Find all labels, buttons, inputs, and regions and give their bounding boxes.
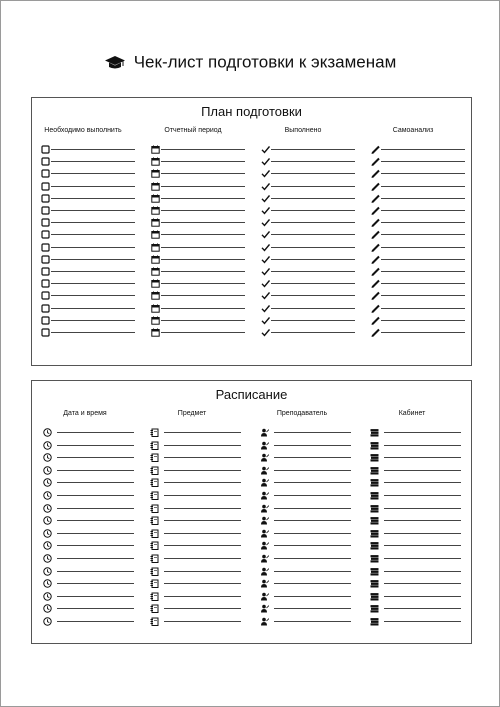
- clock-icon: [43, 588, 52, 597]
- checkbox-icon: [41, 251, 50, 260]
- plan-entry-line[interactable]: [51, 234, 135, 235]
- teacher-icon: [260, 437, 269, 446]
- books-icon: [370, 600, 379, 609]
- schedule-panel: [31, 380, 472, 644]
- plan-entry-line[interactable]: [271, 210, 355, 211]
- pencil-icon: [371, 275, 380, 284]
- pencil-icon: [371, 251, 380, 260]
- teacher-icon: [260, 462, 269, 471]
- schedule-column-header: Кабинет: [398, 410, 426, 417]
- clock-icon: [43, 487, 52, 496]
- schedule-entry-line[interactable]: [274, 482, 351, 483]
- plan-title: План подготовки: [201, 104, 302, 119]
- books-icon: [370, 537, 379, 546]
- schedule-entry-line[interactable]: [164, 583, 241, 584]
- schedule-entry-line[interactable]: [384, 470, 461, 471]
- schedule-entry-line[interactable]: [164, 432, 241, 433]
- teacher-icon: [260, 424, 269, 433]
- schedule-entry-line[interactable]: [57, 508, 134, 509]
- schedule-title: Расписание: [215, 387, 288, 402]
- books-icon: [370, 500, 379, 509]
- calendar-icon: [151, 263, 160, 272]
- schedule-entry-line[interactable]: [384, 583, 461, 584]
- pencil-icon: [371, 165, 380, 174]
- plan-entry-line[interactable]: [271, 149, 355, 150]
- plan-column-header: Необходимо выполнить: [44, 127, 122, 134]
- schedule-entry-line[interactable]: [274, 470, 351, 471]
- schedule-entry-line[interactable]: [57, 621, 134, 622]
- notebook-icon: [150, 512, 159, 521]
- clock-icon: [43, 462, 52, 471]
- schedule-entry-line[interactable]: [57, 495, 134, 496]
- plan-entry-line[interactable]: [51, 295, 135, 296]
- schedule-entry-line[interactable]: [164, 508, 241, 509]
- plan-entry-line[interactable]: [51, 222, 135, 223]
- plan-entry-line[interactable]: [271, 308, 355, 309]
- books-icon: [370, 437, 379, 446]
- checkmark-icon: [261, 312, 270, 321]
- notebook-icon: [150, 575, 159, 584]
- checkbox-icon: [41, 239, 50, 248]
- plan-column-header: Самоанализ: [392, 127, 434, 134]
- notebook-icon: [150, 462, 159, 471]
- notebook-icon: [150, 550, 159, 559]
- checkbox-icon: [41, 263, 50, 272]
- schedule-entry-line[interactable]: [164, 495, 241, 496]
- teacher-icon: [260, 449, 269, 458]
- notebook-icon: [150, 474, 159, 483]
- schedule-entry-line[interactable]: [164, 596, 241, 597]
- schedule-entry-line[interactable]: [164, 457, 241, 458]
- plan-entry-line[interactable]: [51, 259, 135, 260]
- plan-entry-line[interactable]: [271, 259, 355, 260]
- checkmark-icon: [261, 226, 270, 235]
- checkmark-icon: [261, 202, 270, 211]
- checkmark-icon: [261, 275, 270, 284]
- books-icon: [370, 512, 379, 521]
- checkbox-icon: [41, 165, 50, 174]
- plan-entry-line[interactable]: [51, 320, 135, 321]
- books-icon: [370, 424, 379, 433]
- schedule-entry-line[interactable]: [274, 545, 351, 546]
- plan-entry-line[interactable]: [271, 186, 355, 187]
- notebook-icon: [150, 613, 159, 622]
- plan-entry-line[interactable]: [161, 271, 245, 272]
- plan-entry-line[interactable]: [381, 173, 465, 174]
- plan-entry-line[interactable]: [161, 210, 245, 211]
- plan-entry-line[interactable]: [51, 332, 135, 333]
- checkmark-icon: [261, 287, 270, 296]
- pencil-icon: [371, 263, 380, 272]
- plan-entry-line[interactable]: [381, 283, 465, 284]
- schedule-entry-line[interactable]: [384, 533, 461, 534]
- pencil-icon: [371, 324, 380, 333]
- clock-icon: [43, 512, 52, 521]
- schedule-entry-line[interactable]: [164, 520, 241, 521]
- schedule-entry-line[interactable]: [164, 545, 241, 546]
- checkbox-icon: [41, 214, 50, 223]
- plan-panel: [31, 97, 472, 366]
- plan-entry-line[interactable]: [51, 271, 135, 272]
- plan-entry-line[interactable]: [51, 186, 135, 187]
- notebook-icon: [150, 588, 159, 597]
- plan-entry-line[interactable]: [51, 247, 135, 248]
- teacher-icon: [260, 613, 269, 622]
- books-icon: [370, 563, 379, 572]
- calendar-icon: [151, 324, 160, 333]
- checkmark-icon: [261, 141, 270, 150]
- teacher-icon: [260, 588, 269, 597]
- pencil-icon: [371, 300, 380, 309]
- checkmark-icon: [261, 190, 270, 199]
- plan-entry-line[interactable]: [161, 259, 245, 260]
- calendar-icon: [151, 202, 160, 211]
- schedule-entry-line[interactable]: [274, 596, 351, 597]
- plan-entry-line[interactable]: [381, 198, 465, 199]
- checkbox-icon: [41, 178, 50, 187]
- plan-entry-line[interactable]: [161, 308, 245, 309]
- books-icon: [370, 575, 379, 584]
- calendar-icon: [151, 165, 160, 174]
- calendar-icon: [151, 226, 160, 235]
- checkbox-icon: [41, 153, 50, 162]
- schedule-entry-line[interactable]: [164, 558, 241, 559]
- clock-icon: [43, 563, 52, 572]
- plan-column-header: Выполнено: [284, 127, 322, 134]
- pencil-icon: [371, 190, 380, 199]
- checkbox-icon: [41, 287, 50, 296]
- clock-icon: [43, 500, 52, 509]
- notebook-icon: [150, 537, 159, 546]
- graduation-cap-icon: [104, 55, 126, 71]
- books-icon: [370, 487, 379, 496]
- schedule-entry-line[interactable]: [164, 533, 241, 534]
- plan-entry-line[interactable]: [51, 210, 135, 211]
- schedule-entry-line[interactable]: [274, 608, 351, 609]
- plan-entry-line[interactable]: [161, 332, 245, 333]
- teacher-icon: [260, 474, 269, 483]
- clock-icon: [43, 474, 52, 483]
- checkmark-icon: [261, 214, 270, 223]
- schedule-entry-line[interactable]: [384, 558, 461, 559]
- clock-icon: [43, 449, 52, 458]
- notebook-icon: [150, 525, 159, 534]
- books-icon: [370, 462, 379, 471]
- calendar-icon: [151, 251, 160, 260]
- schedule-entry-line[interactable]: [274, 571, 351, 572]
- plan-entry-line[interactable]: [271, 247, 355, 248]
- teacher-icon: [260, 537, 269, 546]
- plan-entry-line[interactable]: [51, 149, 135, 150]
- plan-entry-line[interactable]: [381, 271, 465, 272]
- plan-entry-line[interactable]: [271, 173, 355, 174]
- schedule-entry-line[interactable]: [57, 520, 134, 521]
- plan-entry-line[interactable]: [161, 173, 245, 174]
- pencil-icon: [371, 287, 380, 296]
- clock-icon: [43, 424, 52, 433]
- schedule-entry-line[interactable]: [274, 445, 351, 446]
- schedule-entry-line[interactable]: [384, 457, 461, 458]
- checkbox-icon: [41, 275, 50, 284]
- notebook-icon: [150, 500, 159, 509]
- schedule-entry-line[interactable]: [57, 432, 134, 433]
- plan-entry-line[interactable]: [271, 271, 355, 272]
- schedule-entry-line[interactable]: [384, 545, 461, 546]
- checkmark-icon: [261, 251, 270, 260]
- plan-entry-line[interactable]: [161, 149, 245, 150]
- calendar-icon: [151, 190, 160, 199]
- plan-entry-line[interactable]: [381, 222, 465, 223]
- plan-entry-line[interactable]: [381, 295, 465, 296]
- notebook-icon: [150, 563, 159, 572]
- checkmark-icon: [261, 263, 270, 272]
- notebook-icon: [150, 424, 159, 433]
- schedule-entry-line[interactable]: [384, 432, 461, 433]
- schedule-entry-line[interactable]: [57, 457, 134, 458]
- pencil-icon: [371, 153, 380, 162]
- schedule-entry-line[interactable]: [384, 508, 461, 509]
- schedule-entry-line[interactable]: [57, 482, 134, 483]
- schedule-entry-line[interactable]: [384, 520, 461, 521]
- plan-entry-line[interactable]: [381, 320, 465, 321]
- checkbox-icon: [41, 300, 50, 309]
- schedule-entry-line[interactable]: [57, 583, 134, 584]
- schedule-entry-line[interactable]: [384, 621, 461, 622]
- plan-entry-line[interactable]: [271, 161, 355, 162]
- plan-entry-line[interactable]: [51, 198, 135, 199]
- teacher-icon: [260, 512, 269, 521]
- schedule-entry-line[interactable]: [274, 495, 351, 496]
- calendar-icon: [151, 287, 160, 296]
- calendar-icon: [151, 300, 160, 309]
- schedule-entry-line[interactable]: [274, 457, 351, 458]
- plan-entry-line[interactable]: [381, 210, 465, 211]
- schedule-column-header: Дата и время: [63, 410, 107, 417]
- clock-icon: [43, 437, 52, 446]
- calendar-icon: [151, 178, 160, 187]
- schedule-entry-line[interactable]: [57, 470, 134, 471]
- books-icon: [370, 525, 379, 534]
- plan-entry-line[interactable]: [161, 320, 245, 321]
- schedule-entry-line[interactable]: [384, 445, 461, 446]
- checkbox-icon: [41, 141, 50, 150]
- page-title-row: [0, 52, 500, 73]
- schedule-entry-line[interactable]: [164, 571, 241, 572]
- plan-entry-line[interactable]: [51, 161, 135, 162]
- calendar-icon: [151, 153, 160, 162]
- teacher-icon: [260, 550, 269, 559]
- teacher-icon: [260, 575, 269, 584]
- plan-entry-line[interactable]: [381, 186, 465, 187]
- plan-entry-line[interactable]: [51, 308, 135, 309]
- notebook-icon: [150, 487, 159, 496]
- checkmark-icon: [261, 165, 270, 174]
- schedule-entry-line[interactable]: [57, 545, 134, 546]
- checkbox-icon: [41, 312, 50, 321]
- calendar-icon: [151, 239, 160, 248]
- schedule-column-header: Предмет: [177, 410, 207, 417]
- schedule-entry-line[interactable]: [164, 445, 241, 446]
- plan-column-header: Отчетный период: [164, 127, 222, 134]
- books-icon: [370, 474, 379, 483]
- plan-entry-line[interactable]: [381, 308, 465, 309]
- teacher-icon: [260, 525, 269, 534]
- clock-icon: [43, 550, 52, 559]
- plan-entry-line[interactable]: [161, 283, 245, 284]
- checkbox-icon: [41, 190, 50, 199]
- teacher-icon: [260, 500, 269, 509]
- checkbox-icon: [41, 324, 50, 333]
- plan-entry-line[interactable]: [51, 173, 135, 174]
- schedule-entry-line[interactable]: [164, 608, 241, 609]
- schedule-entry-line[interactable]: [384, 495, 461, 496]
- books-icon: [370, 588, 379, 597]
- checkmark-icon: [261, 153, 270, 162]
- plan-entry-line[interactable]: [161, 247, 245, 248]
- checkbox-icon: [41, 226, 50, 235]
- books-icon: [370, 449, 379, 458]
- pencil-icon: [371, 226, 380, 235]
- schedule-entry-line[interactable]: [274, 583, 351, 584]
- schedule-entry-line[interactable]: [384, 482, 461, 483]
- plan-entry-line[interactable]: [271, 332, 355, 333]
- plan-entry-line[interactable]: [271, 283, 355, 284]
- schedule-entry-line[interactable]: [274, 508, 351, 509]
- clock-icon: [43, 613, 52, 622]
- calendar-icon: [151, 275, 160, 284]
- teacher-icon: [260, 487, 269, 496]
- plan-entry-line[interactable]: [381, 332, 465, 333]
- schedule-entry-line[interactable]: [57, 571, 134, 572]
- clock-icon: [43, 600, 52, 609]
- page-title: Чек-лист подготовки к экзаменам: [133, 52, 397, 72]
- plan-entry-line[interactable]: [51, 283, 135, 284]
- notebook-icon: [150, 600, 159, 609]
- notebook-icon: [150, 437, 159, 446]
- pencil-icon: [371, 202, 380, 211]
- schedule-entry-line[interactable]: [274, 432, 351, 433]
- books-icon: [370, 550, 379, 559]
- schedule-entry-line[interactable]: [384, 608, 461, 609]
- schedule-entry-line[interactable]: [164, 482, 241, 483]
- plan-entry-line[interactable]: [161, 186, 245, 187]
- checkmark-icon: [261, 324, 270, 333]
- checkmark-icon: [261, 239, 270, 248]
- schedule-entry-line[interactable]: [57, 608, 134, 609]
- plan-entry-line[interactable]: [271, 234, 355, 235]
- calendar-icon: [151, 141, 160, 150]
- plan-entry-line[interactable]: [271, 222, 355, 223]
- plan-entry-line[interactable]: [271, 295, 355, 296]
- pencil-icon: [371, 178, 380, 187]
- schedule-entry-line[interactable]: [274, 533, 351, 534]
- plan-entry-line[interactable]: [381, 247, 465, 248]
- pencil-icon: [371, 214, 380, 223]
- schedule-entry-line[interactable]: [57, 558, 134, 559]
- plan-entry-line[interactable]: [381, 234, 465, 235]
- schedule-column-header: Преподаватель: [276, 410, 328, 417]
- plan-entry-line[interactable]: [161, 198, 245, 199]
- pencil-icon: [371, 239, 380, 248]
- calendar-icon: [151, 214, 160, 223]
- checkmark-icon: [261, 178, 270, 187]
- clock-icon: [43, 575, 52, 584]
- plan-entry-line[interactable]: [271, 198, 355, 199]
- schedule-entry-line[interactable]: [384, 596, 461, 597]
- plan-entry-line[interactable]: [161, 161, 245, 162]
- schedule-entry-line[interactable]: [57, 533, 134, 534]
- checkbox-icon: [41, 202, 50, 211]
- schedule-entry-line[interactable]: [57, 596, 134, 597]
- calendar-icon: [151, 312, 160, 321]
- notebook-icon: [150, 449, 159, 458]
- pencil-icon: [371, 312, 380, 321]
- plan-entry-line[interactable]: [381, 259, 465, 260]
- schedule-entry-line[interactable]: [164, 470, 241, 471]
- teacher-icon: [260, 563, 269, 572]
- plan-entry-line[interactable]: [381, 161, 465, 162]
- plan-entry-line[interactable]: [381, 149, 465, 150]
- schedule-entry-line[interactable]: [164, 621, 241, 622]
- teacher-icon: [260, 600, 269, 609]
- checkmark-icon: [261, 300, 270, 309]
- plan-entry-line[interactable]: [161, 222, 245, 223]
- books-icon: [370, 613, 379, 622]
- clock-icon: [43, 537, 52, 546]
- schedule-entry-line[interactable]: [57, 445, 134, 446]
- clock-icon: [43, 525, 52, 534]
- schedule-entry-line[interactable]: [384, 571, 461, 572]
- plan-entry-line[interactable]: [161, 234, 245, 235]
- pencil-icon: [371, 141, 380, 150]
- plan-entry-line[interactable]: [161, 295, 245, 296]
- schedule-entry-line[interactable]: [274, 558, 351, 559]
- schedule-entry-line[interactable]: [274, 520, 351, 521]
- schedule-entry-line[interactable]: [274, 621, 351, 622]
- plan-entry-line[interactable]: [271, 320, 355, 321]
